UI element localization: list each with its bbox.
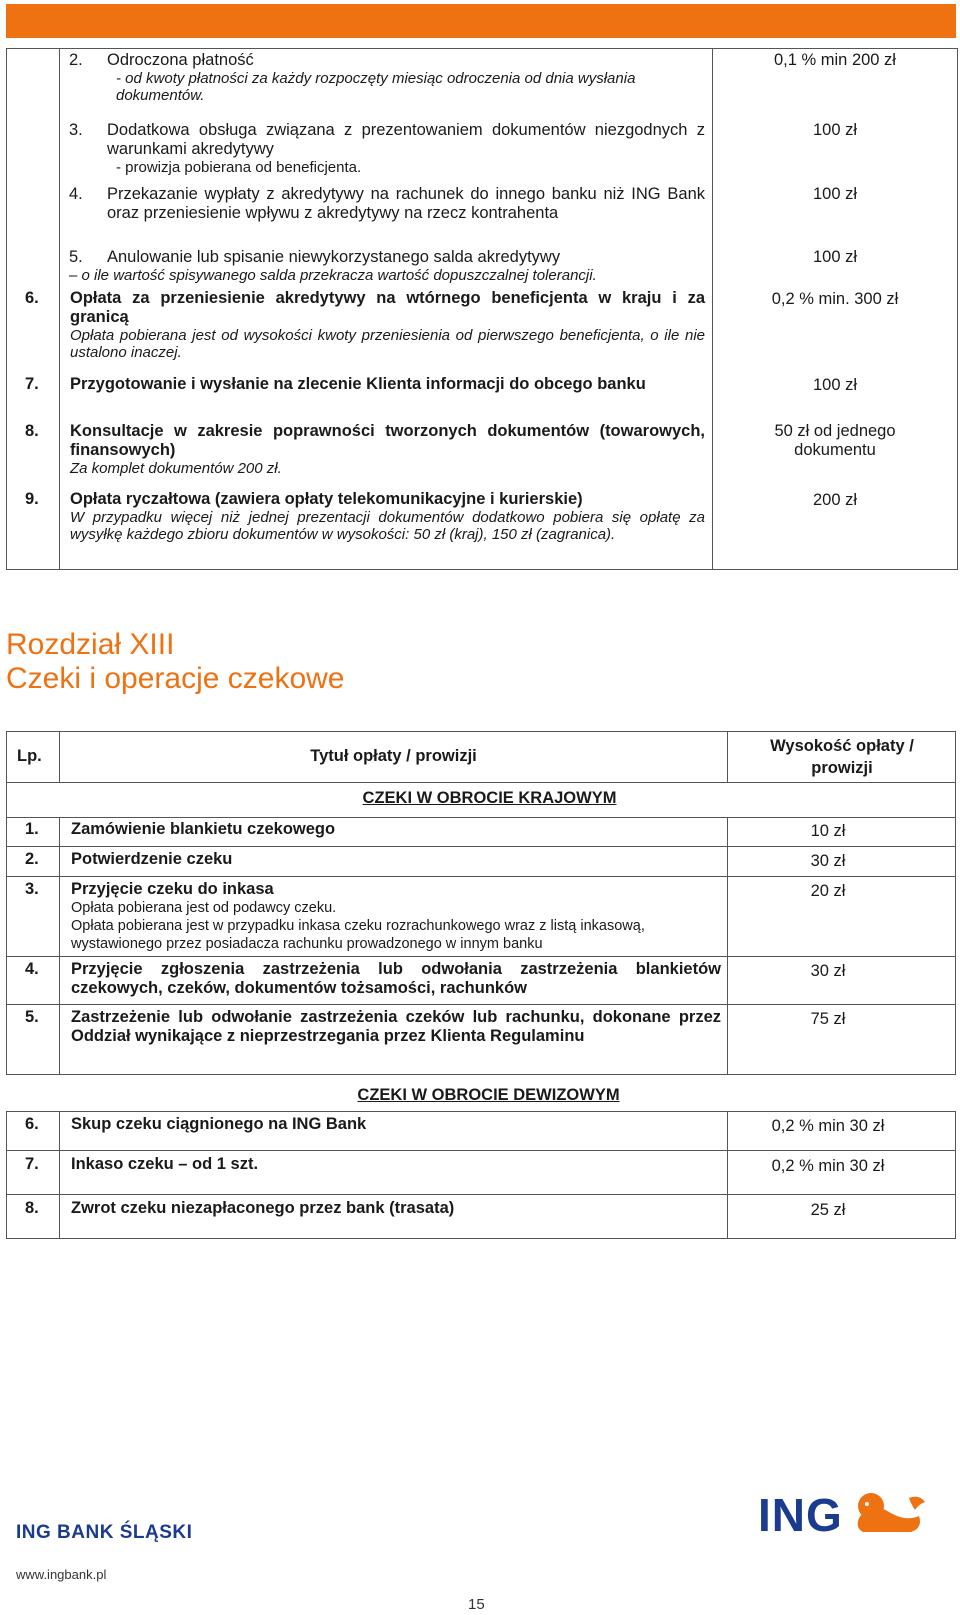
fee-value: 30 zł [810,962,846,980]
fee-value: 0,2 % min 30 zł [771,1117,885,1135]
fee-value: 0,2 % min. 300 zł [771,290,899,308]
fee-value: 200 zł [812,491,858,509]
section-title: CZEKI W OBROCIE KRAJOWYM [362,789,617,807]
fee-value: 0,2 % min 30 zł [771,1157,885,1175]
table-row: 3. Przyjęcie czeku do inkasa Opłata pobierana jest od podawcy czeku. Opłata pobierana jest w przypadku inkasa czeku rozrachunkowego wraz z listą inkasową, wystawionego przez posiadacza rachunku prowadzonego w innym banku 20 zł [6,877,956,957]
list-item: 3. Dodatkowa obsługa związana z prezentowaniem dokumentów niezgodnych z warunkami akredytywy - prowizja pobierana od beneficjenta. [69,121,705,176]
fee-value: 10 zł [810,822,846,840]
table-row: 7. Inkaso czeku – od 1 szt. 0,2 % min 30 zł [6,1151,956,1195]
fee-value: 100 zł [812,248,858,266]
section-title: CZEKI W OBROCIE DEWIZOWYM [357,1086,620,1104]
website-link[interactable]: www.ingbank.pl [16,1567,107,1582]
list-item: 6. Opłata za przeniesienie akredytywy na wtórnego beneficjenta w kraju i za granicą Opłata pobierana jest od wysokości kwoty przeniesienia od pierwszego beneficjenta, o ile nie ustalono inaczej. [25,289,705,361]
list-item: 9. Opłata ryczałtowa (zawiera opłaty telekomunikacyjne i kurierskie) W przypadku więcej niż jednej prezentacji dokumentów dodatkowo pobiera się opłatę za wysyłkę każdego zbioru dokumentów w wysokości: 50 zł (kraj), 150 zł (zagranica). [25,490,705,543]
fee-value: 100 zł [812,376,858,394]
list-item: 7. Przygotowanie i wysłanie na zlecenie Klienta informacji do obcego banku [25,375,646,393]
list-item: 2. Odroczona płatność - od kwoty płatności za każdy rozpoczęty miesiąc odroczenia od dnia wysłania dokumentów. [69,51,636,104]
table-row: 2. Potwierdzenie czeku 30 zł [6,847,956,877]
bank-name-footer: ING BANK ŚLĄSKI [16,1522,193,1543]
fee-value: 100 zł [812,185,858,203]
list-item: 8. Konsultacje w zakresie poprawności tworzonych dokumentów (towarowych, finansowych) Za komplet dokumentów 200 zł. [25,422,705,477]
fee-value: 30 zł [810,852,846,870]
column-header-title: Tytuł opłaty / prowizji [310,747,477,765]
table-row: 1. Zamówienie blankietu czekowego 10 zł [6,817,956,847]
fee-value: 0,1 % min 200 zł [774,51,896,69]
ing-logo: ING [758,1488,929,1538]
top-orange-bar [6,4,956,38]
lion-icon [849,1488,929,1538]
fee-value: 100 zł [812,121,858,139]
fee-value: 50 zł od jednego dokumentu [774,422,896,459]
page-number: 15 [468,1596,485,1613]
table-row: 6. Skup czeku ciągnionego na ING Bank 0,2 % min 30 zł [6,1111,956,1151]
table-row: 4. Przyjęcie zgłoszenia zastrzeżenia lub odwołania zastrzeżenia blankietów czekowych, czeków, dokumentów tożsamości, rachunków 30 zł [6,957,956,1005]
list-item: 4. Przekazanie wypłaty z akredytywy na rachunek do innego banku niż ING Bank oraz przeniesienie wpływu z akredytywy na rzecz kontrahenta [69,185,705,222]
column-header-lp: Lp. [17,747,42,765]
fee-value: 20 zł [810,882,846,900]
fee-value: 25 zł [810,1201,846,1219]
column-header-fee: Wysokość opłaty / prowizji [770,737,914,777]
table-header [6,731,956,783]
cheque-fees-table [6,731,956,1241]
list-item: 5. Anulowanie lub spisanie niewykorzystanego salda akredytywy – o ile wartość spisywanego salda przekracza wartość dopuszczalnej tolerancji. [69,248,597,284]
fee-value: 75 zł [810,1010,846,1028]
chapter-heading: Rozdział XIII Czeki i operacje czekowe [6,628,345,695]
letter-of-credit-fees-box [6,48,958,570]
table-row: 5. Zastrzeżenie lub odwołanie zastrzeżenia czeków lub rachunku, dokonane przez Oddział wynikające z nieprzestrzegania przez Klienta Regulaminu 75 zł [6,1005,956,1075]
table-row: 8. Zwrot czeku niezapłaconego przez bank (trasata) 25 zł [6,1195,956,1239]
